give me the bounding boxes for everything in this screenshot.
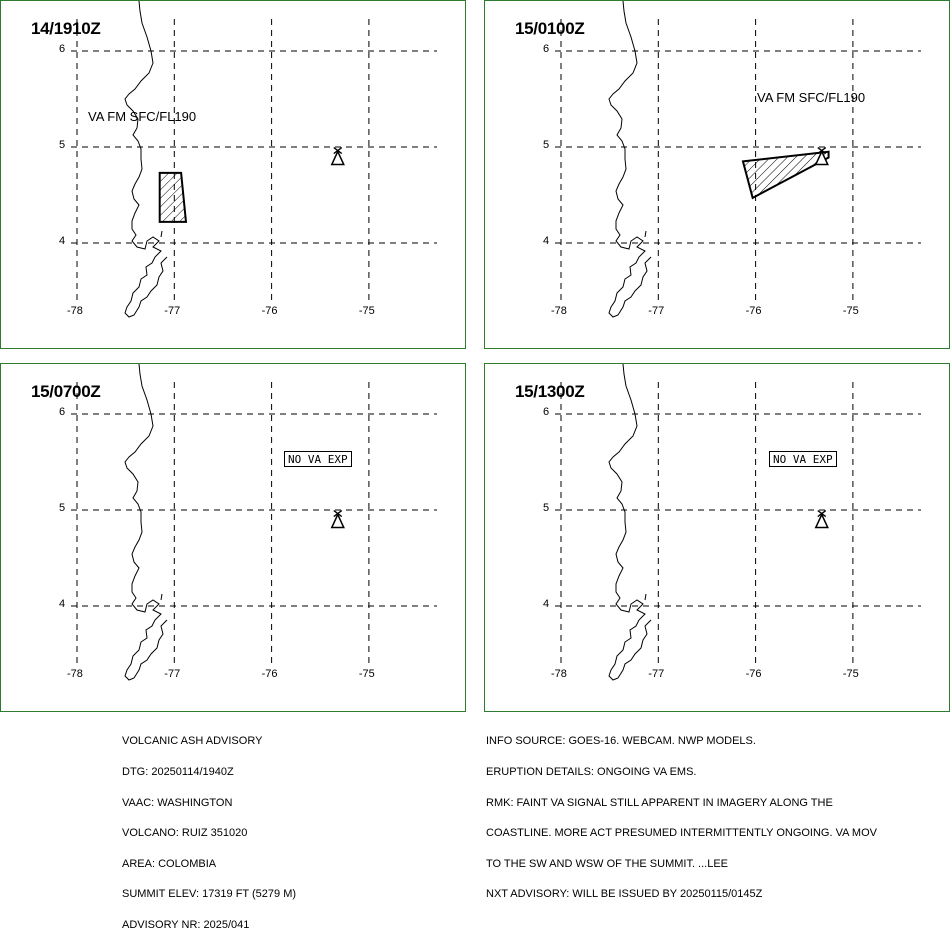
advisory-line: VOLCANO: RUIZ 351020 [122,827,248,840]
longitude-tick-label: -75 [842,668,859,680]
advisory-details-text [486,716,877,910]
coastline [609,1,651,317]
advisory-line: DTG: 20250114/1940Z [122,766,234,778]
no-va-expected-box: NO VA EXP [284,451,352,467]
advisory-line: AREA: COLOMBIA [122,857,217,870]
volcano-triangle-icon [332,511,344,528]
advisory-line: VAAC: WASHINGTON [122,796,233,809]
map-panel-4 [484,363,950,712]
advisory-line: SUMMIT ELEV: 17319 FT (5279 M) [122,888,297,901]
coastline [161,231,162,237]
advisory-line: ERUPTION DETAILS: ONGOING VA EMS. [486,766,697,778]
coastline [609,364,651,680]
panel-timestamp: 15/0700Z [31,382,101,401]
latitude-tick-label: 6 [543,43,550,55]
ash-layer-label: VA FM SFC/FL190 [88,109,197,124]
no-va-expected-box: NO VA EXP [769,451,837,467]
latitude-tick-label: 5 [543,139,550,151]
longitude-tick-label: -77 [648,305,665,317]
latitude-tick-label: 6 [59,406,66,418]
advisory-line: TO THE SW AND WSW OF THE SUMMIT. ...LEE [486,857,729,870]
longitude-tick-label: -76 [261,305,278,317]
ash-layer-label: VA FM SFC/FL190 [757,90,866,105]
longitude-tick-label: -76 [745,305,762,317]
map-canvas [1,1,466,349]
volcano-triangle-icon [332,148,344,165]
advisory-line: RMK: FAINT VA SIGNAL STILL APPARENT IN IMAGERY ALONG THE [486,796,833,809]
panel-timestamp: 15/1300Z [515,382,585,401]
advisory-line: COASTLINE. MORE ACT PRESUMED INTERMITTENTLY ONGOING. VA MOV [486,827,877,840]
advisory-line: ADVISORY NR: 2025/041 [122,918,250,931]
latitude-tick-label: 6 [543,406,550,418]
latitude-tick-label: 4 [543,235,550,247]
longitude-tick-label: -75 [358,668,375,680]
ash-cloud-polygon [160,173,186,222]
longitude-tick-label: -77 [164,668,181,680]
coastline [161,594,162,600]
longitude-tick-label: -75 [358,305,375,317]
longitude-tick-label: -78 [67,668,83,680]
advisory-line: NXT ADVISORY: WILL BE ISSUED BY 20250115/0145Z [486,888,763,901]
map-panel-2 [484,0,950,349]
longitude-tick-label: -77 [164,305,181,317]
map-panel-3 [0,363,466,712]
map-panel-1 [0,0,466,349]
volcano-triangle-icon [816,511,828,528]
longitude-tick-label: -78 [67,305,83,317]
panel-timestamp: 15/0100Z [515,19,585,38]
longitude-tick-label: -77 [648,668,665,680]
coastline [645,231,646,237]
latitude-tick-label: 6 [59,43,66,55]
coastline [125,1,167,317]
advisory-line: VOLCANIC ASH ADVISORY [122,735,263,748]
latitude-tick-label: 5 [543,502,550,514]
panel-timestamp: 14/1910Z [31,19,101,38]
longitude-tick-label: -76 [261,668,278,680]
advisory-header-text [122,716,296,940]
latitude-tick-label: 5 [59,139,66,151]
longitude-tick-label: -78 [551,305,567,317]
latitude-tick-label: 4 [543,598,550,610]
longitude-tick-label: -76 [745,668,762,680]
longitude-tick-label: -78 [551,668,567,680]
map-canvas [485,364,950,712]
coastline [645,594,646,600]
latitude-tick-label: 5 [59,502,66,514]
longitude-tick-label: -75 [842,305,859,317]
map-canvas [485,1,950,349]
latitude-tick-label: 4 [59,235,66,247]
map-canvas [1,364,466,712]
advisory-line: INFO SOURCE: GOES-16. WEBCAM. NWP MODELS. [486,735,756,748]
coastline [125,364,167,680]
ash-cloud-polygon [743,152,829,198]
latitude-tick-label: 4 [59,598,66,610]
